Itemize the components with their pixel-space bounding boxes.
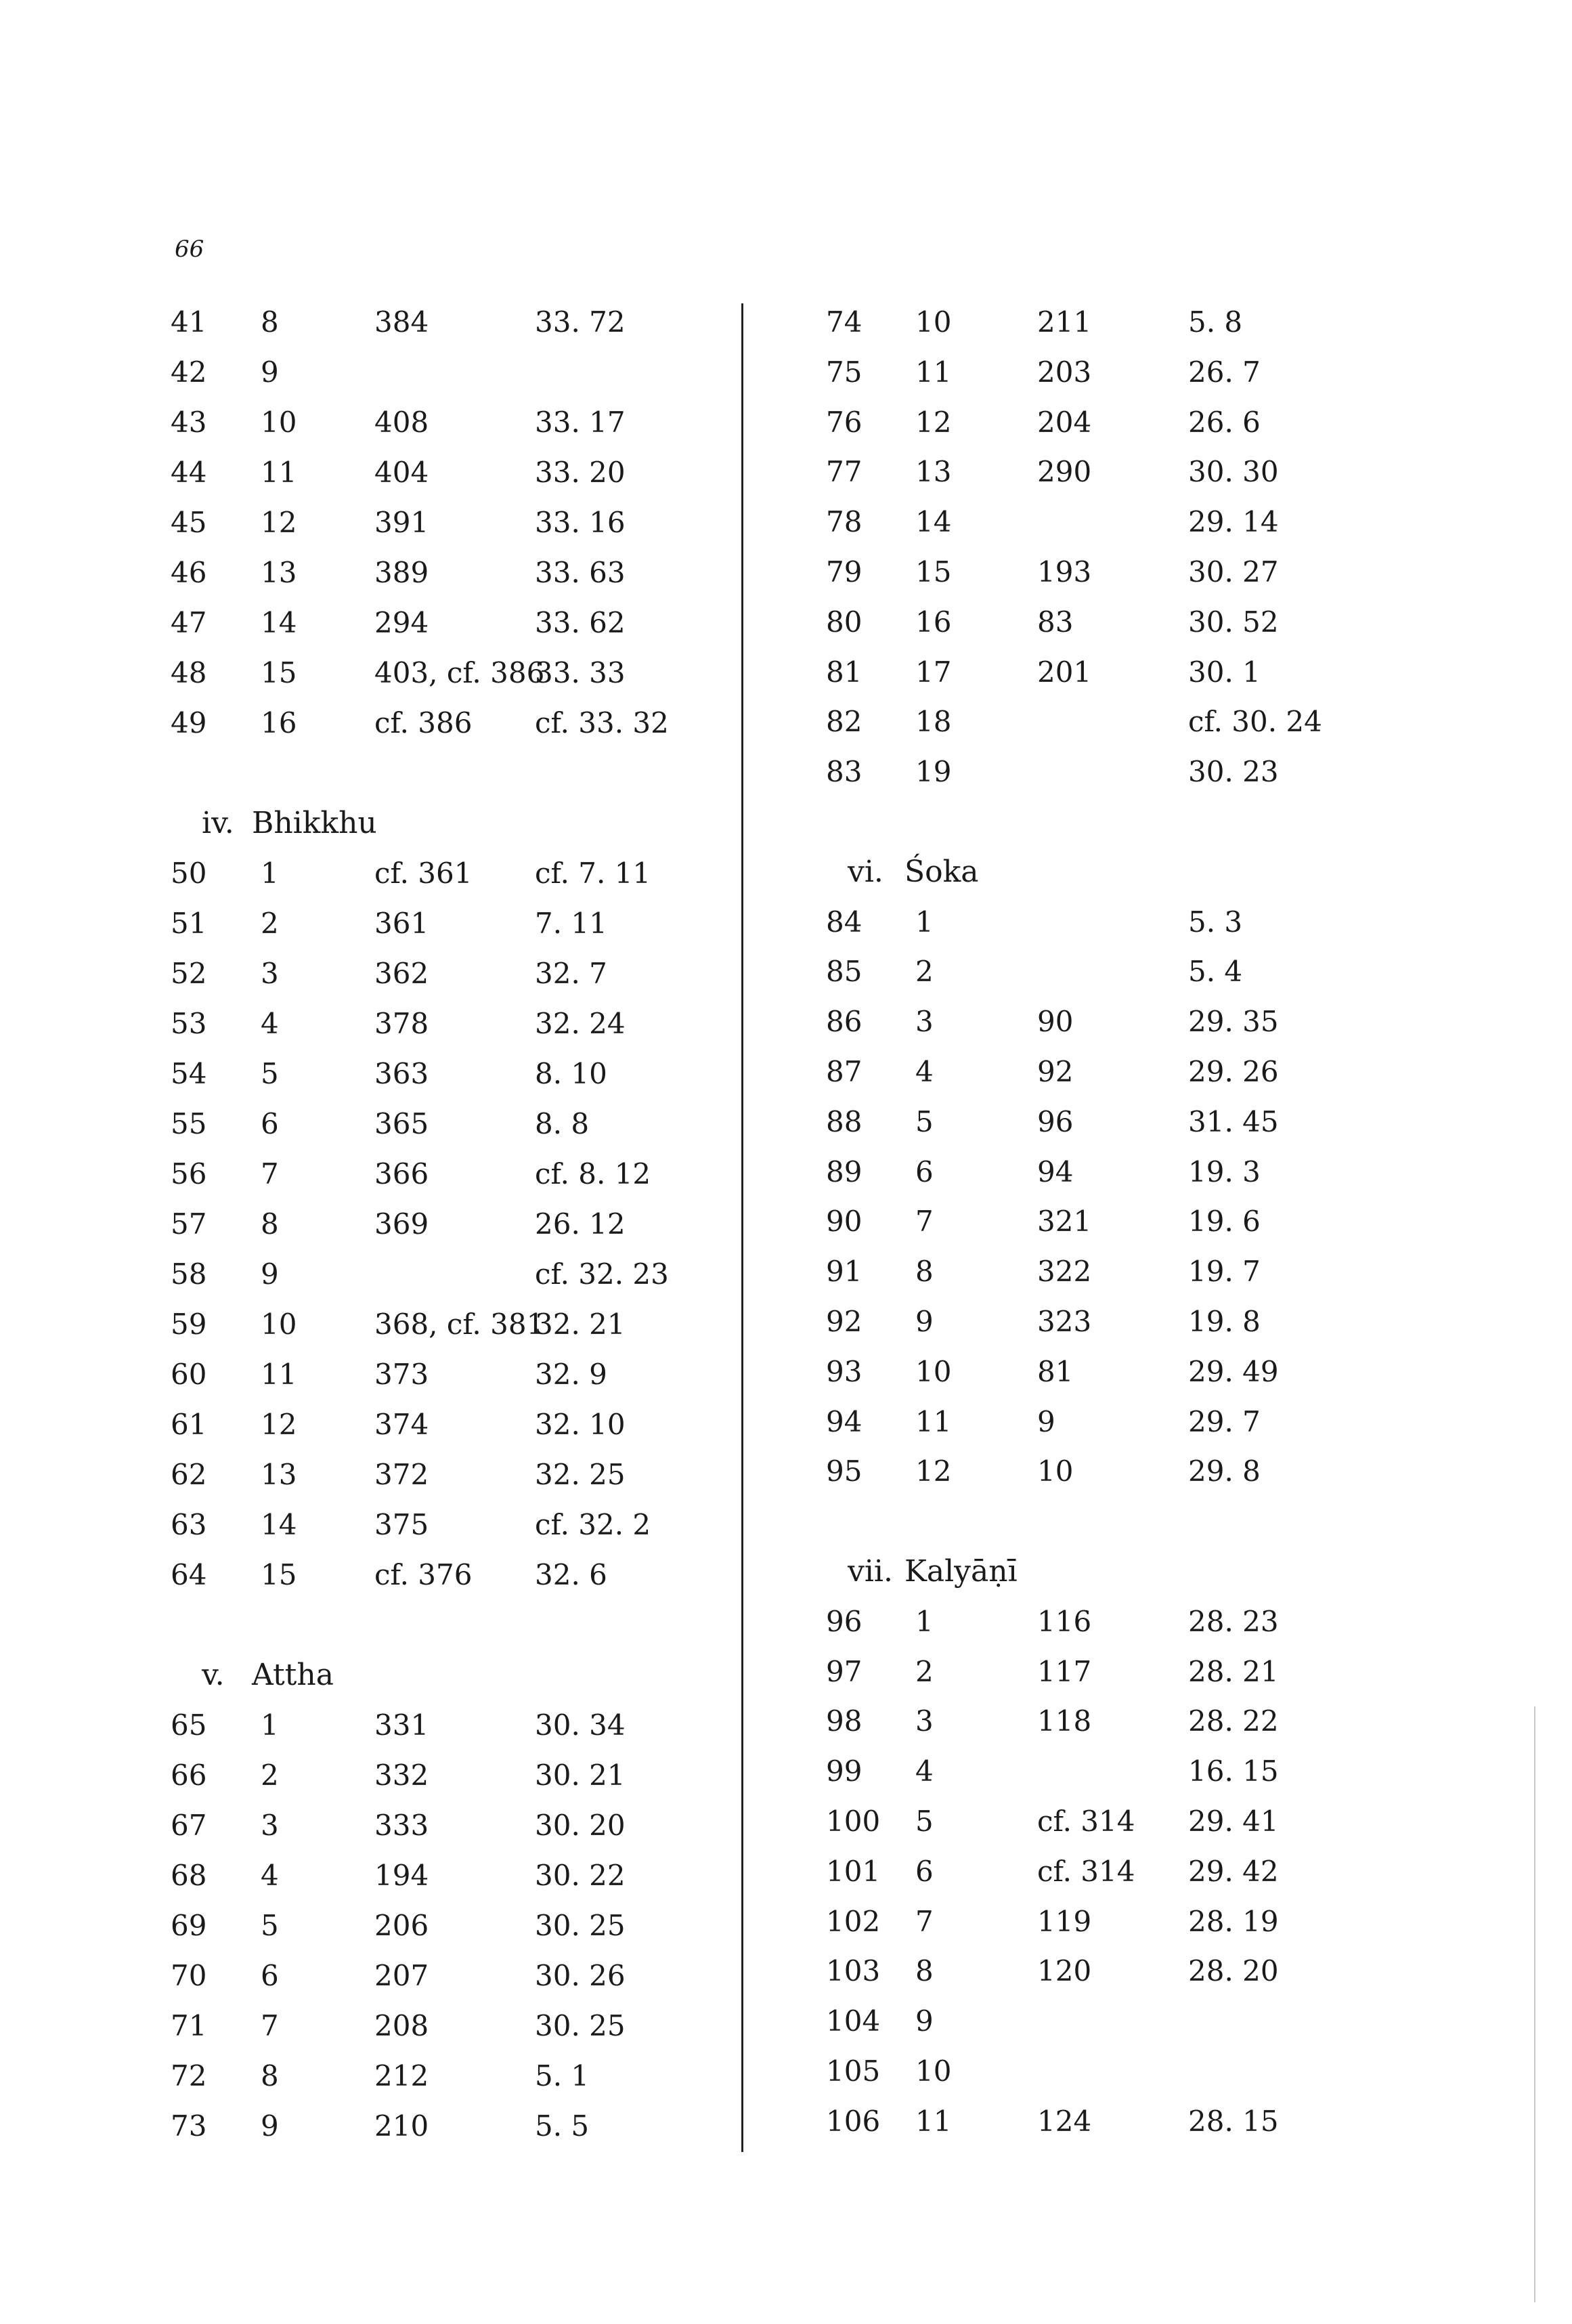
row-number: 89 [826, 1155, 863, 1188]
ref-number: 206 [374, 1909, 429, 1942]
ref-number: 372 [374, 1458, 429, 1491]
section-index: 10 [261, 406, 297, 439]
row-number: 52 [171, 957, 207, 990]
ref-number: cf. 314 [1037, 1805, 1135, 1838]
section-index: 16 [915, 605, 952, 639]
ref-verse: 30. 52 [1188, 605, 1279, 639]
ref-verse: 33. 16 [535, 506, 626, 539]
ref-verse: cf. 32. 2 [535, 1508, 651, 1541]
ref-number: 211 [1037, 305, 1092, 339]
section-index: 7 [261, 2009, 279, 2042]
ref-number: 204 [1037, 405, 1092, 439]
section-index: 2 [261, 1759, 279, 1792]
section-index: 10 [915, 2054, 952, 2088]
ref-verse: 7. 11 [535, 907, 607, 940]
ref-verse: 30. 34 [535, 1708, 626, 1742]
row-number: 83 [826, 755, 863, 789]
ref-verse: 28. 21 [1188, 1654, 1279, 1688]
ref-verse: 16. 15 [1188, 1755, 1279, 1788]
section-index: 3 [915, 1005, 934, 1039]
section-numeral: v. [202, 1658, 225, 1692]
row-number: 53 [171, 1007, 207, 1040]
section-index: 13 [261, 1458, 297, 1491]
section-index: 1 [261, 857, 279, 890]
row-number: 80 [826, 605, 863, 639]
scan-edge-line [1534, 1706, 1535, 2302]
section-index: 8 [915, 1255, 934, 1289]
row-number: 59 [171, 1308, 207, 1341]
ref-verse: 19. 3 [1188, 1155, 1261, 1188]
ref-number: 374 [374, 1408, 429, 1441]
ref-verse: 33. 63 [535, 556, 626, 589]
section-index: 3 [261, 1809, 279, 1842]
section-index: 1 [915, 905, 934, 939]
ref-number: 389 [374, 556, 429, 589]
section-index: 5 [915, 1104, 934, 1138]
row-number: 84 [826, 905, 863, 939]
section-index: 11 [915, 2104, 952, 2138]
ref-verse: 28. 20 [1188, 1954, 1279, 1988]
ref-number: 96 [1037, 1104, 1074, 1138]
row-number: 86 [826, 1005, 863, 1039]
row-number: 48 [171, 656, 207, 689]
section-index: 5 [261, 1909, 279, 1942]
ref-verse: 29. 49 [1188, 1354, 1279, 1388]
ref-verse: 30. 30 [1188, 455, 1279, 489]
row-number: 58 [171, 1257, 207, 1291]
ref-number: cf. 386 [374, 706, 473, 739]
section-index: 12 [915, 405, 952, 439]
row-number: 92 [826, 1305, 863, 1338]
ref-verse: cf. 30. 24 [1188, 705, 1322, 739]
section-index: 9 [261, 2109, 279, 2143]
row-number: 78 [826, 505, 863, 539]
ref-verse: 29. 26 [1188, 1055, 1279, 1088]
ref-verse: 29. 14 [1188, 505, 1279, 539]
ref-number: 391 [374, 506, 429, 539]
row-number: 106 [826, 2104, 881, 2138]
section-numeral: vi. [848, 854, 883, 889]
section-index: 12 [915, 1455, 952, 1488]
ref-verse: 30. 27 [1188, 555, 1279, 588]
section-index: 4 [261, 1859, 279, 1892]
section-index: 18 [915, 705, 952, 739]
ref-verse: 32. 9 [535, 1358, 607, 1391]
section-index: 10 [261, 1308, 297, 1341]
ref-number: 403, cf. 386 [374, 656, 545, 689]
ref-number: 368, cf. 381 [374, 1308, 545, 1341]
ref-verse: 5. 3 [1188, 905, 1243, 939]
ref-verse: 30. 26 [535, 1959, 626, 1992]
row-number: 64 [171, 1558, 207, 1591]
ref-verse: 30. 20 [535, 1809, 626, 1842]
row-number: 77 [826, 455, 863, 489]
ref-verse: 30. 25 [535, 1909, 626, 1942]
ref-number: 203 [1037, 355, 1092, 389]
ref-number: 365 [374, 1107, 429, 1140]
row-number: 46 [171, 556, 207, 589]
ref-verse: 33. 33 [535, 656, 626, 689]
section-index: 6 [261, 1107, 279, 1140]
ref-verse: 26. 7 [1188, 355, 1261, 389]
section-numeral: iv. [202, 806, 234, 840]
ref-number: 118 [1037, 1704, 1092, 1738]
ref-verse: 32. 25 [535, 1458, 626, 1491]
section-index: 6 [261, 1959, 279, 1992]
section-index: 17 [915, 655, 952, 689]
ref-verse: 31. 45 [1188, 1104, 1279, 1138]
ref-number: 208 [374, 2009, 429, 2042]
ref-number: 9 [1037, 1404, 1055, 1438]
section-index: 10 [915, 1354, 952, 1388]
ref-number: 323 [1037, 1305, 1092, 1338]
section-index: 3 [261, 957, 279, 990]
row-number: 44 [171, 456, 207, 489]
ref-number: cf. 376 [374, 1558, 473, 1591]
section-index: 19 [915, 755, 952, 789]
ref-number: 116 [1037, 1604, 1092, 1638]
section-index: 14 [915, 505, 952, 539]
ref-number: 375 [374, 1508, 429, 1541]
ref-verse: 33. 20 [535, 456, 626, 489]
section-title: Bhikkhu [252, 806, 377, 840]
row-number: 50 [171, 857, 207, 890]
ref-number: 212 [374, 2059, 429, 2092]
ref-verse: 19. 7 [1188, 1255, 1261, 1289]
section-index: 10 [915, 305, 952, 339]
ref-number: 92 [1037, 1055, 1074, 1088]
ref-number: 362 [374, 957, 429, 990]
section-title: Śoka [904, 854, 979, 889]
row-number: 93 [826, 1354, 863, 1388]
section-index: 1 [261, 1708, 279, 1742]
ref-number: 369 [374, 1207, 429, 1241]
ref-verse: cf. 32. 23 [535, 1257, 669, 1291]
ref-number: 366 [374, 1157, 429, 1190]
ref-verse: 5. 1 [535, 2059, 590, 2092]
ref-number: 331 [374, 1708, 429, 1742]
row-number: 43 [171, 406, 207, 439]
row-number: 62 [171, 1458, 207, 1491]
row-number: 73 [171, 2109, 207, 2143]
section-index: 14 [261, 606, 297, 639]
ref-verse: 29. 8 [1188, 1455, 1261, 1488]
section-index: 9 [915, 1305, 934, 1338]
ref-verse: 8. 10 [535, 1057, 607, 1090]
ref-number: cf. 361 [374, 857, 473, 890]
section-index: 14 [261, 1508, 297, 1541]
section-index: 13 [915, 455, 952, 489]
row-number: 100 [826, 1805, 881, 1838]
row-number: 81 [826, 655, 863, 689]
section-index: 8 [261, 2059, 279, 2092]
row-number: 72 [171, 2059, 207, 2092]
ref-number: 94 [1037, 1155, 1074, 1188]
section-index: 12 [261, 1408, 297, 1441]
column-divider [741, 303, 743, 2152]
row-number: 91 [826, 1255, 863, 1289]
page-number: 66 [175, 236, 204, 263]
row-number: 99 [826, 1755, 863, 1788]
ref-verse: 8. 8 [535, 1107, 590, 1140]
row-number: 79 [826, 555, 863, 588]
ref-verse: 30. 1 [1188, 655, 1261, 689]
row-number: 104 [826, 2004, 881, 2038]
ref-number: 294 [374, 606, 429, 639]
ref-verse: 30. 23 [1188, 755, 1279, 789]
section-index: 15 [261, 1558, 297, 1591]
section-index: 4 [915, 1755, 934, 1788]
row-number: 102 [826, 1904, 881, 1938]
section-index: 8 [915, 1954, 934, 1988]
row-number: 55 [171, 1107, 207, 1140]
section-index: 11 [915, 355, 952, 389]
row-number: 69 [171, 1909, 207, 1942]
ref-number: 378 [374, 1007, 429, 1040]
section-index: 4 [915, 1055, 934, 1088]
section-index: 7 [915, 1904, 934, 1938]
ref-number: 90 [1037, 1005, 1074, 1039]
row-number: 65 [171, 1708, 207, 1742]
row-number: 76 [826, 405, 863, 439]
row-number: 56 [171, 1157, 207, 1190]
row-number: 60 [171, 1358, 207, 1391]
row-number: 71 [171, 2009, 207, 2042]
row-number: 95 [826, 1455, 863, 1488]
row-number: 51 [171, 907, 207, 940]
row-number: 70 [171, 1959, 207, 1992]
section-index: 5 [261, 1057, 279, 1090]
ref-number: 210 [374, 2109, 429, 2143]
row-number: 74 [826, 305, 863, 339]
section-numeral: vii. [848, 1554, 893, 1589]
row-number: 41 [171, 305, 207, 339]
row-number: 101 [826, 1854, 881, 1888]
row-number: 103 [826, 1954, 881, 1988]
ref-verse: 29. 42 [1188, 1854, 1279, 1888]
ref-verse: 29. 7 [1188, 1404, 1261, 1438]
section-index: 15 [261, 656, 297, 689]
section-index: 2 [915, 955, 934, 989]
row-number: 85 [826, 955, 863, 989]
ref-number: 363 [374, 1057, 429, 1090]
section-index: 16 [261, 706, 297, 739]
ref-verse: 29. 35 [1188, 1005, 1279, 1039]
ref-verse: 5. 8 [1188, 305, 1243, 339]
ref-verse: cf. 8. 12 [535, 1157, 651, 1190]
row-number: 47 [171, 606, 207, 639]
ref-verse: cf. 33. 32 [535, 706, 669, 739]
ref-verse: 32. 6 [535, 1558, 607, 1591]
ref-verse: 33. 72 [535, 305, 626, 339]
section-index: 9 [261, 1257, 279, 1291]
section-index: 2 [915, 1654, 934, 1688]
row-number: 54 [171, 1057, 207, 1090]
section-index: 6 [915, 1854, 934, 1888]
section-index: 8 [261, 1207, 279, 1241]
ref-number: 119 [1037, 1904, 1092, 1938]
ref-number: 194 [374, 1859, 429, 1892]
ref-number: 117 [1037, 1654, 1092, 1688]
section-index: 4 [261, 1007, 279, 1040]
ref-number: 373 [374, 1358, 429, 1391]
section-index: 13 [261, 556, 297, 589]
ref-verse: 26. 12 [535, 1207, 626, 1241]
section-index: 3 [915, 1704, 934, 1738]
row-number: 88 [826, 1104, 863, 1138]
ref-verse: 19. 8 [1188, 1305, 1261, 1338]
ref-number: 124 [1037, 2104, 1092, 2138]
ref-verse: 5. 4 [1188, 955, 1243, 989]
row-number: 94 [826, 1404, 863, 1438]
section-index: 12 [261, 506, 297, 539]
ref-number: 332 [374, 1759, 429, 1792]
row-number: 42 [171, 356, 207, 389]
ref-verse: 33. 17 [535, 406, 626, 439]
ref-verse: 28. 19 [1188, 1904, 1279, 1938]
row-number: 105 [826, 2054, 881, 2088]
section-index: 9 [261, 356, 279, 389]
row-number: 96 [826, 1604, 863, 1638]
row-number: 61 [171, 1408, 207, 1441]
ref-verse: 5. 5 [535, 2109, 590, 2143]
ref-number: 10 [1037, 1455, 1074, 1488]
row-number: 63 [171, 1508, 207, 1541]
ref-verse: 29. 41 [1188, 1805, 1279, 1838]
ref-verse: cf. 7. 11 [535, 857, 651, 890]
section-index: 7 [915, 1205, 934, 1239]
section-index: 9 [915, 2004, 934, 2038]
row-number: 57 [171, 1207, 207, 1241]
section-title: Attha [252, 1658, 334, 1692]
row-number: 98 [826, 1704, 863, 1738]
ref-verse: 30. 25 [535, 2009, 626, 2042]
row-number: 97 [826, 1654, 863, 1688]
ref-number: 321 [1037, 1205, 1092, 1239]
ref-verse: 32. 21 [535, 1308, 626, 1341]
ref-number: 207 [374, 1959, 429, 1992]
section-index: 8 [261, 305, 279, 339]
ref-verse: 30. 22 [535, 1859, 626, 1892]
section-index: 11 [261, 456, 297, 489]
ref-verse: 33. 62 [535, 606, 626, 639]
row-number: 68 [171, 1859, 207, 1892]
ref-verse: 26. 6 [1188, 405, 1261, 439]
ref-verse: 28. 15 [1188, 2104, 1279, 2138]
ref-number: 81 [1037, 1354, 1074, 1388]
ref-number: 193 [1037, 555, 1092, 588]
ref-verse: 19. 6 [1188, 1205, 1261, 1239]
section-index: 1 [915, 1604, 934, 1638]
ref-number: 408 [374, 406, 429, 439]
ref-number: 384 [374, 305, 429, 339]
ref-number: 322 [1037, 1255, 1092, 1289]
ref-number: cf. 314 [1037, 1854, 1135, 1888]
section-index: 11 [915, 1404, 952, 1438]
section-index: 2 [261, 907, 279, 940]
row-number: 90 [826, 1205, 863, 1239]
row-number: 66 [171, 1759, 207, 1792]
ref-number: 404 [374, 456, 429, 489]
section-index: 15 [915, 555, 952, 588]
ref-number: 290 [1037, 455, 1092, 489]
section-title: Kalyāṇī [904, 1554, 1018, 1589]
row-number: 67 [171, 1809, 207, 1842]
ref-verse: 28. 23 [1188, 1604, 1279, 1638]
row-number: 75 [826, 355, 863, 389]
ref-verse: 32. 24 [535, 1007, 626, 1040]
row-number: 45 [171, 506, 207, 539]
ref-number: 83 [1037, 605, 1074, 639]
ref-number: 333 [374, 1809, 429, 1842]
ref-verse: 32. 7 [535, 957, 607, 990]
section-index: 5 [915, 1805, 934, 1838]
section-index: 7 [261, 1157, 279, 1190]
row-number: 49 [171, 706, 207, 739]
ref-verse: 32. 10 [535, 1408, 626, 1441]
ref-verse: 30. 21 [535, 1759, 626, 1792]
ref-number: 201 [1037, 655, 1092, 689]
ref-number: 361 [374, 907, 429, 940]
section-index: 6 [915, 1155, 934, 1188]
section-index: 11 [261, 1358, 297, 1391]
row-number: 87 [826, 1055, 863, 1088]
ref-number: 120 [1037, 1954, 1092, 1988]
ref-verse: 28. 22 [1188, 1704, 1279, 1738]
row-number: 82 [826, 705, 863, 739]
